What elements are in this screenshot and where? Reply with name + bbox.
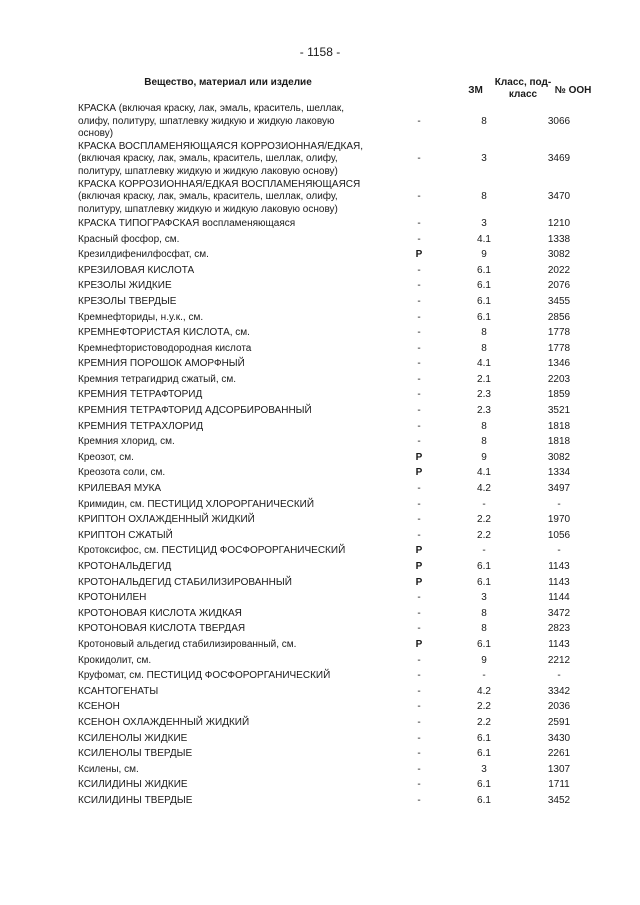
substance-name: КРЕЗОЛЫ ЖИДКИЕ bbox=[78, 280, 172, 292]
substance-name: Кротоновый альдегид стабилизированный, см. bbox=[78, 638, 297, 650]
hazard-class: 6.1 bbox=[477, 748, 491, 760]
un-number: 3430 bbox=[547, 732, 571, 744]
hazard-class: 8 bbox=[481, 623, 487, 635]
table-row bbox=[78, 778, 578, 794]
hazard-class: 2.2 bbox=[477, 716, 491, 728]
hazard-class: 4.1 bbox=[477, 467, 491, 479]
substance-name: Кротоксифос, см. ПЕСТИЦИД ФОСФОРОРГАНИЧЕСКИЙ bbox=[78, 545, 346, 557]
hazard-class: - bbox=[482, 498, 486, 510]
marine-pollutant: - bbox=[417, 373, 421, 385]
table-row bbox=[78, 450, 578, 466]
substance-name: КРЕМНИЯ ТЕТРАФТОРИД АДСОРБИРОВАННЫЙ bbox=[78, 405, 312, 417]
substance-name: КРОТОНОВАЯ КИСЛОТА ТВЕРДАЯ bbox=[78, 623, 246, 635]
hazard-class: 8 bbox=[481, 420, 487, 432]
substance-name: Кремния хлорид, см. bbox=[78, 436, 175, 448]
un-number: 3452 bbox=[547, 794, 571, 806]
hazard-class: 2.2 bbox=[477, 529, 491, 541]
un-number: 3497 bbox=[547, 483, 571, 495]
un-number: 1143 bbox=[548, 576, 570, 588]
marine-pollutant: P bbox=[415, 451, 423, 463]
table-row bbox=[78, 294, 578, 310]
table-row bbox=[78, 528, 578, 544]
substance-name: КСЕНОН bbox=[78, 701, 120, 713]
un-number: - bbox=[557, 545, 561, 557]
marine-pollutant: - bbox=[417, 311, 421, 323]
hazard-class: 8 bbox=[481, 327, 487, 339]
hazard-class: 9 bbox=[481, 249, 487, 261]
hazard-class: 2.2 bbox=[477, 701, 491, 713]
marine-pollutant: - bbox=[417, 153, 421, 165]
table-row bbox=[78, 481, 578, 497]
substance-name: Креозота соли, см. bbox=[78, 467, 166, 479]
un-number: 1210 bbox=[547, 217, 571, 229]
substance-name: КРОТОНОВАЯ КИСЛОТА ЖИДКАЯ bbox=[78, 607, 242, 619]
hazard-class: - bbox=[482, 670, 486, 682]
hazard-class: 6.1 bbox=[477, 561, 491, 572]
substance-name: КРОТОНАЛЬДЕГИД bbox=[78, 561, 172, 572]
hazard-class: 4.1 bbox=[477, 358, 491, 370]
table-row bbox=[78, 310, 578, 326]
table-row bbox=[78, 591, 578, 607]
hazard-class: 9 bbox=[481, 451, 487, 463]
substance-name: КРЕЗОЛЫ ТВЕРДЫЕ bbox=[78, 295, 177, 307]
hazard-class: 6.1 bbox=[477, 280, 491, 292]
un-number: 1334 bbox=[547, 467, 571, 479]
un-number: 1143 bbox=[548, 638, 570, 650]
table-row bbox=[78, 404, 578, 420]
substance-name: КРАСКА ТИПОГРАФСКАЯ воспламеняющаяся bbox=[78, 217, 296, 229]
marine-pollutant: - bbox=[417, 685, 421, 697]
header-un-number: № ООН bbox=[554, 85, 592, 96]
hazard-class: 6.1 bbox=[477, 638, 491, 650]
marine-pollutant: - bbox=[417, 295, 421, 307]
marine-pollutant: P bbox=[415, 576, 423, 588]
substance-name: Красный фосфор, см. bbox=[78, 233, 180, 245]
un-number: 1338 bbox=[547, 233, 571, 245]
marine-pollutant: - bbox=[417, 498, 421, 510]
table-row bbox=[78, 497, 578, 513]
hazard-class: 6.1 bbox=[477, 311, 491, 323]
hazard-class: 3 bbox=[481, 763, 487, 775]
marine-pollutant: - bbox=[417, 701, 421, 713]
table-row bbox=[78, 103, 578, 141]
header-marine-pollutant: ЗМ bbox=[468, 85, 483, 96]
un-number: 1307 bbox=[547, 763, 571, 775]
table-row bbox=[78, 669, 578, 685]
marine-pollutant: - bbox=[417, 529, 421, 541]
table-header bbox=[78, 75, 592, 105]
un-number: 2591 bbox=[547, 716, 571, 728]
hazard-class: 8 bbox=[481, 607, 487, 619]
table-row bbox=[78, 513, 578, 529]
un-number: 3082 bbox=[547, 249, 571, 261]
marine-pollutant: - bbox=[417, 420, 421, 432]
marine-pollutant: - bbox=[417, 264, 421, 276]
un-number: 2856 bbox=[547, 311, 571, 323]
table-row bbox=[78, 715, 578, 731]
marine-pollutant: - bbox=[417, 217, 421, 229]
substance-name: КРЕЗИЛОВАЯ КИСЛОТА bbox=[78, 264, 195, 276]
marine-pollutant: - bbox=[417, 436, 421, 448]
marine-pollutant: - bbox=[417, 405, 421, 417]
substance-name: КРИПТОН СЖАТЫЙ bbox=[78, 529, 173, 541]
header-class: Класс, под-класс bbox=[494, 77, 552, 100]
hazard-class: 2.3 bbox=[477, 405, 491, 417]
un-number: - bbox=[557, 670, 561, 682]
table-row bbox=[78, 637, 578, 653]
un-number: 1970 bbox=[547, 514, 571, 526]
marine-pollutant: - bbox=[417, 794, 421, 806]
table-row bbox=[78, 606, 578, 622]
substance-name: КРИЛЕВАЯ МУКА bbox=[78, 483, 162, 495]
substance-name: КРАСКА (включая краску, лак, эмаль, краситель, шеллак, олифу, политуру, шпатлевку жидкую и жидкую лаковую основу) bbox=[78, 103, 345, 140]
marine-pollutant: P bbox=[415, 249, 423, 261]
marine-pollutant: - bbox=[417, 191, 421, 203]
marine-pollutant: - bbox=[417, 233, 421, 245]
substance-name: Кремнефтористоводородная кислота bbox=[78, 342, 252, 354]
substance-name: Ксилены, см. bbox=[78, 763, 139, 775]
marine-pollutant: - bbox=[417, 748, 421, 760]
marine-pollutant: - bbox=[417, 342, 421, 354]
marine-pollutant: - bbox=[417, 623, 421, 635]
table-row bbox=[78, 263, 578, 279]
un-number: 2076 bbox=[547, 280, 571, 292]
table-row bbox=[78, 575, 578, 591]
marine-pollutant: P bbox=[415, 545, 423, 557]
table-row bbox=[78, 622, 578, 638]
un-number: 3470 bbox=[547, 191, 571, 203]
substance-name: Креозот, см. bbox=[78, 451, 134, 463]
marine-pollutant: P bbox=[415, 467, 423, 479]
un-number: 1346 bbox=[547, 358, 571, 370]
marine-pollutant: - bbox=[417, 592, 421, 604]
table-row bbox=[78, 357, 578, 373]
un-number: 3082 bbox=[547, 451, 571, 463]
un-number: 2823 bbox=[547, 623, 571, 635]
substance-name: КРЕМНИЯ ПОРОШОК АМОРФНЫЙ bbox=[78, 358, 245, 370]
substance-name: КРИПТОН ОХЛАЖДЕННЫЙ ЖИДКИЙ bbox=[78, 514, 255, 526]
hazard-class: 4.2 bbox=[477, 483, 491, 495]
hazard-class: 6.1 bbox=[477, 264, 491, 276]
substance-name: КСИЛЕНОЛЫ ТВЕРДЫЕ bbox=[78, 748, 193, 760]
hazard-class: 6.1 bbox=[477, 576, 491, 588]
marine-pollutant: - bbox=[417, 358, 421, 370]
hazard-class: 4.1 bbox=[477, 233, 491, 245]
substance-name: КСЕНОН ОХЛАЖДЕННЫЙ ЖИДКИЙ bbox=[78, 716, 250, 728]
table-row bbox=[78, 141, 578, 179]
marine-pollutant: - bbox=[417, 670, 421, 682]
un-number: 1711 bbox=[548, 779, 570, 791]
hazard-class: 6.1 bbox=[477, 295, 491, 307]
marine-pollutant: P bbox=[415, 561, 423, 572]
substance-name: КРОТОНИЛЕН bbox=[78, 592, 147, 604]
substance-name: КРЕМНИЯ ТЕТРАФТОРИД bbox=[78, 389, 203, 401]
substance-name: КСИЛИДИНЫ ТВЕРДЫЕ bbox=[78, 794, 193, 806]
marine-pollutant: - bbox=[417, 327, 421, 339]
un-number: 1144 bbox=[548, 592, 570, 604]
marine-pollutant: - bbox=[417, 483, 421, 495]
table-row bbox=[78, 700, 578, 716]
marine-pollutant: - bbox=[417, 779, 421, 791]
marine-pollutant: - bbox=[417, 607, 421, 619]
table-row bbox=[78, 559, 578, 575]
table-row bbox=[78, 419, 578, 435]
un-number: 2261 bbox=[547, 748, 571, 760]
table-row bbox=[78, 793, 578, 809]
substance-name: Круфомат, см. ПЕСТИЦИД ФОСФОРОРГАНИЧЕСКИЙ bbox=[78, 670, 331, 682]
table-row bbox=[78, 326, 578, 342]
table-row bbox=[78, 731, 578, 747]
substance-name: Крезилдифенилфосфат, см. bbox=[78, 249, 209, 261]
hazard-class: 4.2 bbox=[477, 685, 491, 697]
un-number: 1778 bbox=[547, 327, 571, 339]
table-row bbox=[78, 248, 578, 264]
hazard-class: 8 bbox=[481, 115, 487, 127]
marine-pollutant: - bbox=[417, 514, 421, 526]
substance-name: КРЕМНЕФТОРИСТАЯ КИСЛОТА, см. bbox=[78, 327, 250, 339]
substance-name: КСИЛИДИНЫ ЖИДКИЕ bbox=[78, 779, 188, 791]
hazard-class: 6.1 bbox=[477, 732, 491, 744]
table-row bbox=[78, 372, 578, 388]
substance-name: Крокидолит, см. bbox=[78, 654, 152, 666]
hazard-class: 8 bbox=[481, 342, 487, 354]
un-number: 2212 bbox=[547, 654, 571, 666]
hazard-class: 8 bbox=[481, 436, 487, 448]
un-number: - bbox=[557, 498, 561, 510]
marine-pollutant: - bbox=[417, 280, 421, 292]
hazard-class: 6.1 bbox=[477, 779, 491, 791]
substance-name: КРАСКА ВОСПЛАМЕНЯЮЩАЯСЯ КОРРОЗИОННАЯ/ЕДКАЯ, (включая краску, лак, эмаль, краситель, шеллак, олифу, политуру, шпатлевку жидкую и жидкую лаковую основу) bbox=[78, 140, 364, 177]
substance-name: Кремния тетрагидрид сжатый, см. bbox=[78, 373, 237, 385]
hazard-class: - bbox=[482, 545, 486, 557]
table-row bbox=[78, 216, 578, 232]
substance-name: КРЕМНИЯ ТЕТРАХЛОРИД bbox=[78, 420, 204, 432]
hazard-class: 2.3 bbox=[477, 389, 491, 401]
un-number: 3469 bbox=[547, 153, 571, 165]
hazard-class: 6.1 bbox=[477, 794, 491, 806]
un-number: 1056 bbox=[547, 529, 571, 541]
substance-name: Кремнефториды, н.у.к., см. bbox=[78, 311, 204, 323]
table-row bbox=[78, 341, 578, 357]
table-row bbox=[78, 388, 578, 404]
table-row bbox=[78, 279, 578, 295]
marine-pollutant: - bbox=[417, 732, 421, 744]
marine-pollutant: - bbox=[417, 763, 421, 775]
table-row bbox=[78, 747, 578, 763]
table-row bbox=[78, 762, 578, 778]
un-number: 3342 bbox=[547, 685, 571, 697]
un-number: 1818 bbox=[547, 420, 571, 432]
marine-pollutant: - bbox=[417, 716, 421, 728]
table-row bbox=[78, 179, 578, 217]
un-number: 1859 bbox=[547, 389, 571, 401]
hazard-class: 8 bbox=[481, 191, 487, 203]
substance-name: КРОТОНАЛЬДЕГИД СТАБИЛИЗИРОВАННЫЙ bbox=[78, 576, 292, 588]
un-number: 1778 bbox=[547, 342, 571, 354]
hazard-class: 3 bbox=[481, 217, 487, 229]
substance-name: КРАСКА КОРРОЗИОННАЯ/ЕДКАЯ ВОСПЛАМЕНЯЮЩАЯСЯ (включая краску, лак, эмаль, краситель, шеллак, олифу, политуру, шпатлевку жидкую и жидкую лаковую основу) bbox=[78, 178, 361, 215]
table-row bbox=[78, 653, 578, 669]
header-name: Вещество, материал или изделие bbox=[144, 77, 312, 88]
table-row bbox=[78, 466, 578, 482]
un-number: 3472 bbox=[547, 607, 571, 619]
hazard-class: 2.1 bbox=[477, 373, 491, 385]
marine-pollutant: - bbox=[417, 654, 421, 666]
substance-table bbox=[78, 103, 578, 809]
un-number: 3521 bbox=[547, 405, 571, 417]
hazard-class: 3 bbox=[481, 153, 487, 165]
page-number: - 1158 - bbox=[299, 45, 341, 59]
hazard-class: 3 bbox=[481, 592, 487, 604]
un-number: 2022 bbox=[547, 264, 571, 276]
un-number: 3455 bbox=[547, 295, 571, 307]
hazard-class: 2.2 bbox=[477, 514, 491, 526]
table-row bbox=[78, 435, 578, 451]
substance-name: КСИЛЕНОЛЫ ЖИДКИЕ bbox=[78, 732, 188, 744]
substance-name: Кримидин, см. ПЕСТИЦИД ХЛОРОРГАНИЧЕСКИЙ bbox=[78, 498, 315, 510]
marine-pollutant: P bbox=[415, 638, 423, 650]
table-row bbox=[78, 544, 578, 560]
un-number: 1143 bbox=[548, 561, 570, 572]
table-row bbox=[78, 232, 578, 248]
un-number: 3066 bbox=[547, 115, 571, 127]
hazard-class: 9 bbox=[481, 654, 487, 666]
substance-name: КСАНТОГЕНАТЫ bbox=[78, 685, 159, 697]
un-number: 1818 bbox=[547, 436, 571, 448]
table-row bbox=[78, 684, 578, 700]
marine-pollutant: - bbox=[417, 115, 421, 127]
un-number: 2203 bbox=[547, 373, 571, 385]
un-number: 2036 bbox=[547, 701, 571, 713]
marine-pollutant: - bbox=[417, 389, 421, 401]
